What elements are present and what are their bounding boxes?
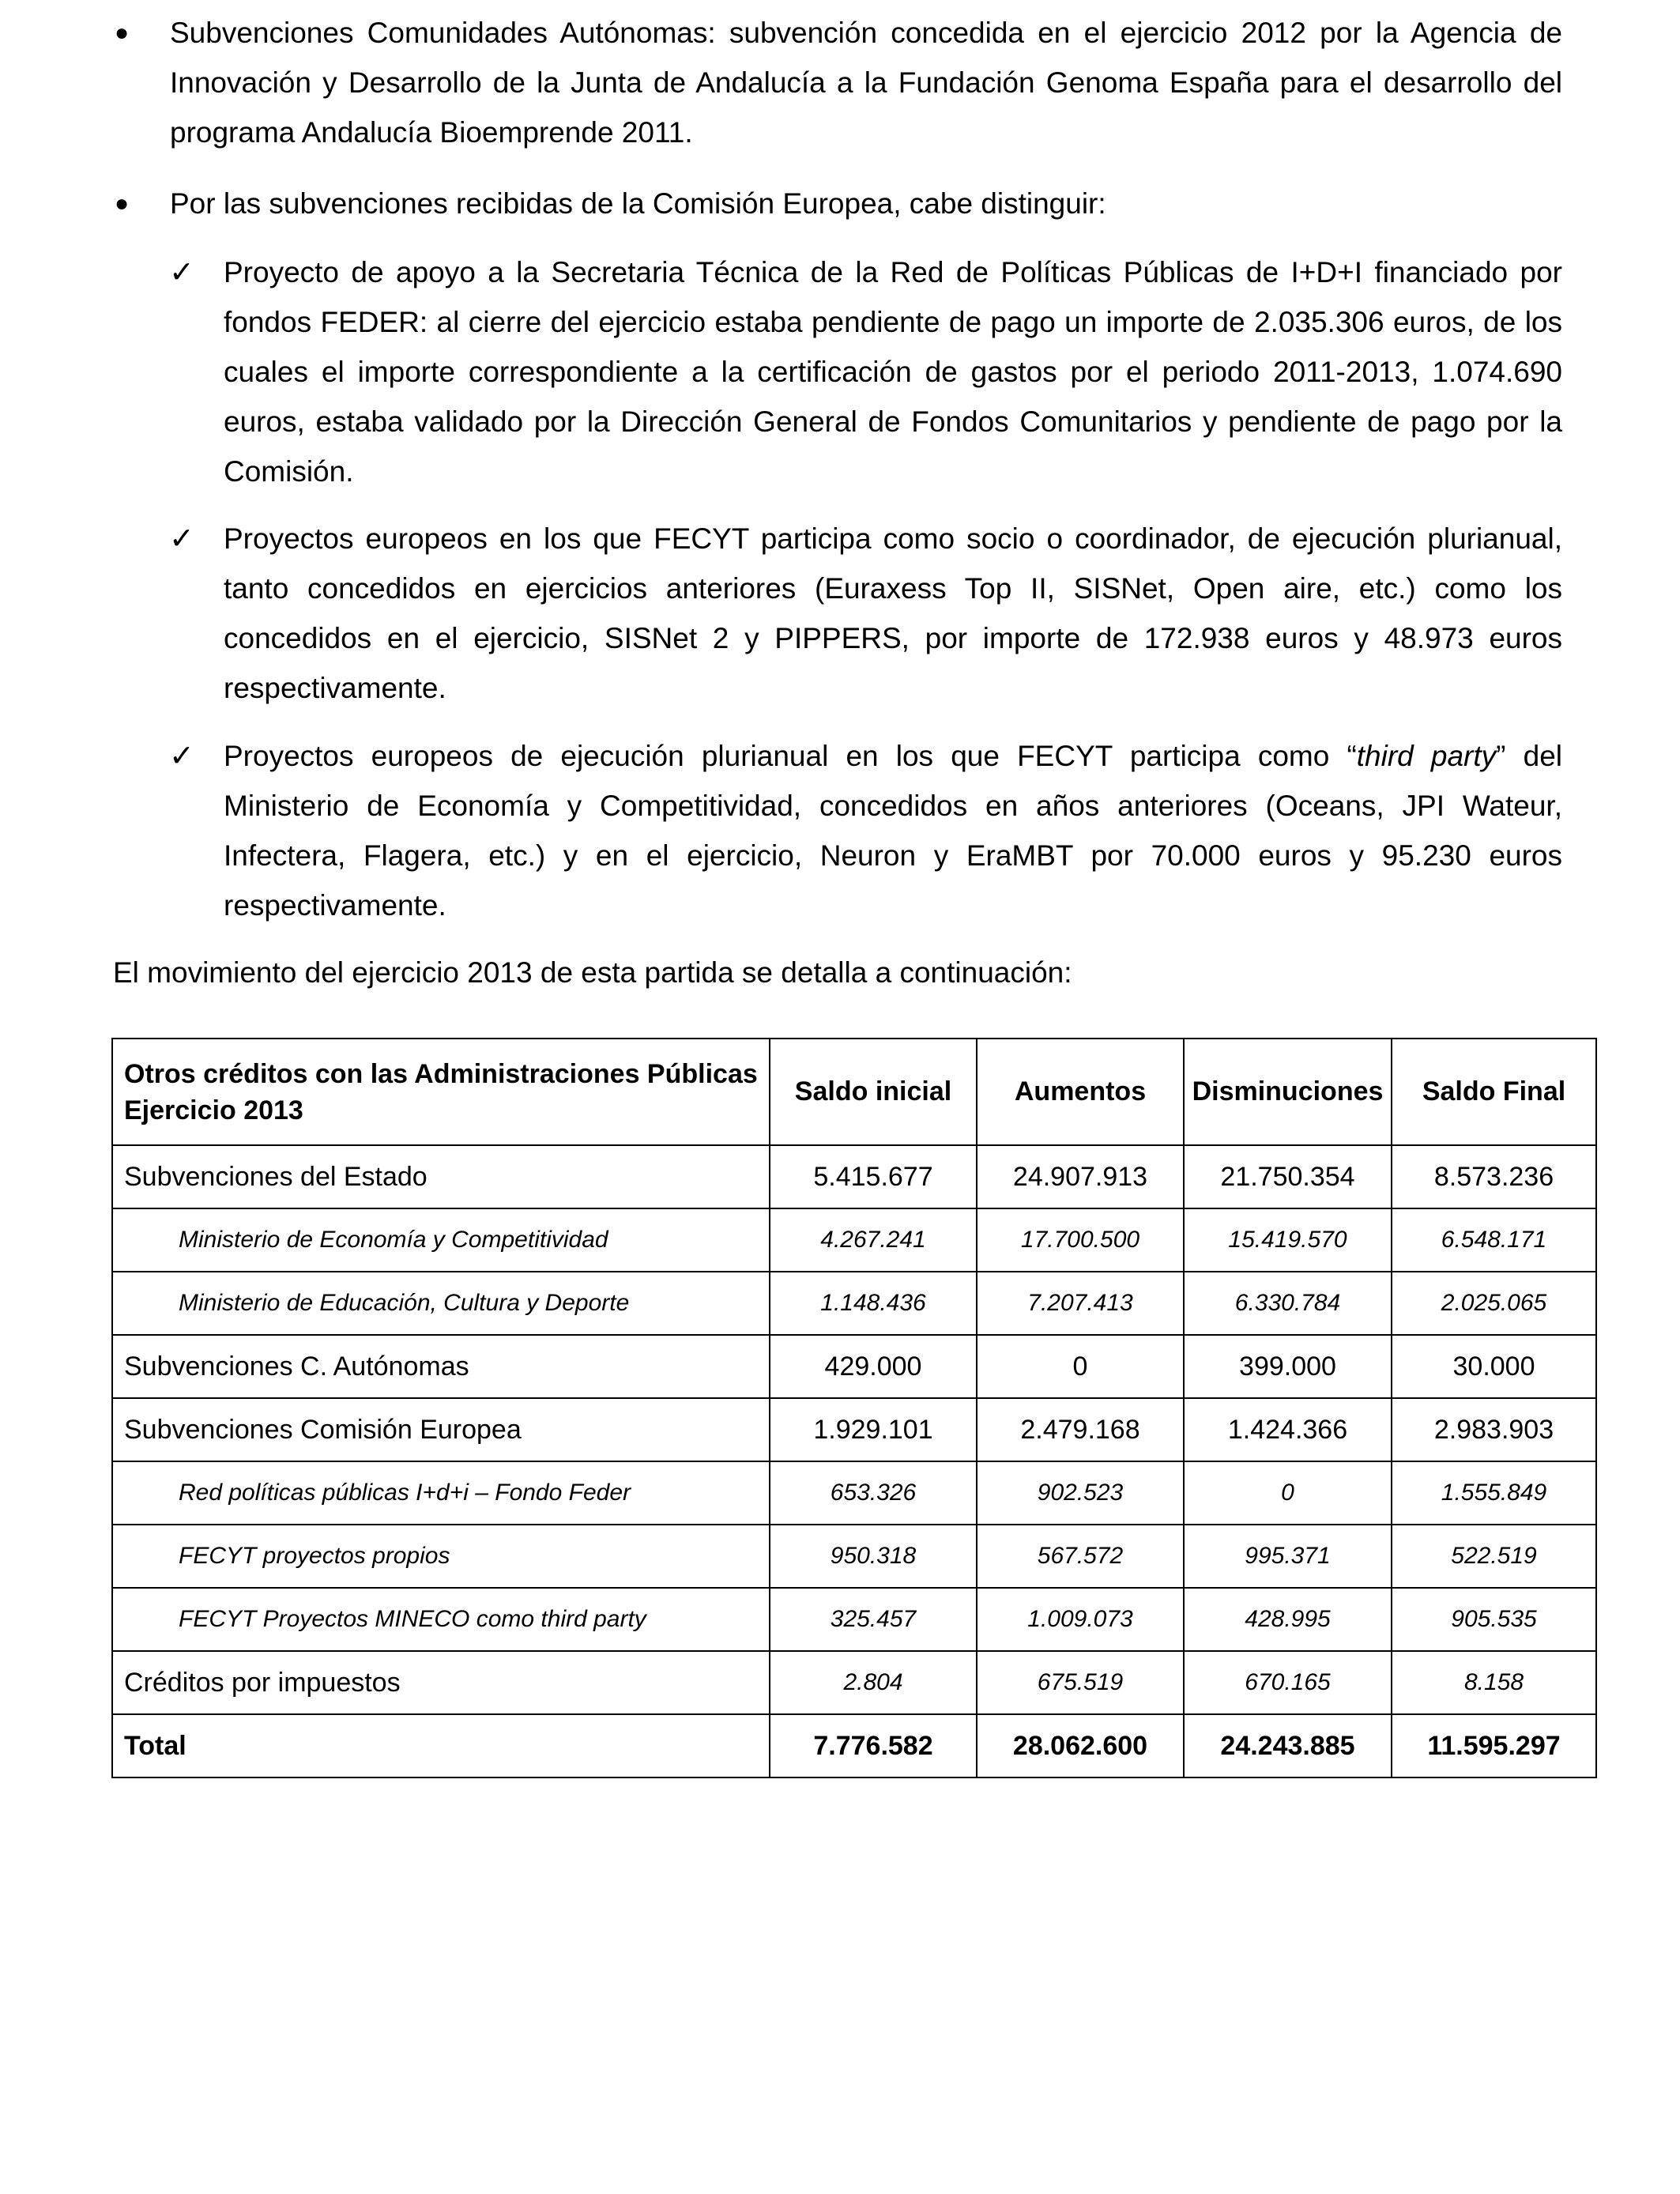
cell-disminuciones: 21.750.354 <box>1184 1145 1392 1208</box>
table-header-row <box>112 1039 1596 1145</box>
cell-disminuciones: 1.424.366 <box>1184 1398 1392 1461</box>
credits-table <box>111 1038 1597 1778</box>
row-label: Subvenciones del Estado <box>112 1145 770 1208</box>
table-title-line-1: Otros créditos con las Administraciones Públicas <box>124 1058 758 1089</box>
row-label: Subvenciones C. Autónomas <box>112 1335 770 1398</box>
checkmark-icon: ✓ <box>169 738 194 773</box>
cell-disminuciones: 995.371 <box>1184 1525 1392 1588</box>
cell-aumentos: 675.519 <box>977 1651 1184 1714</box>
cell-saldo-inicial: 429.000 <box>770 1335 977 1398</box>
table-row <box>112 1461 1596 1525</box>
cell-saldo-final: 8.573.236 <box>1392 1145 1596 1208</box>
cell-aumentos: 2.479.168 <box>977 1398 1184 1461</box>
cell-saldo-inicial: 5.415.677 <box>770 1145 977 1208</box>
cell-disminuciones: 6.330.784 <box>1184 1272 1392 1335</box>
cell-disminuciones: 670.165 <box>1184 1651 1392 1714</box>
check-paragraph-3 <box>224 731 1562 930</box>
cell-saldo-final: 2.025.065 <box>1392 1272 1596 1335</box>
column-header-saldo-inicial: Saldo inicial <box>770 1039 977 1145</box>
bullet-dot-icon: ● <box>115 190 130 217</box>
checkmark-icon: ✓ <box>169 254 194 289</box>
table-row <box>112 1398 1596 1461</box>
column-header-disminuciones: Disminuciones <box>1184 1039 1392 1145</box>
cell-aumentos: 17.700.500 <box>977 1208 1184 1272</box>
table-row <box>112 1208 1596 1272</box>
cell-saldo-inicial: 1.929.101 <box>770 1398 977 1461</box>
cell-saldo-final: 522.519 <box>1392 1525 1596 1588</box>
row-label: Ministerio de Educación, Cultura y Deporte <box>112 1272 770 1335</box>
cell-aumentos: 24.907.913 <box>977 1145 1184 1208</box>
total-saldo-inicial: 7.776.582 <box>770 1714 977 1777</box>
check-paragraph-3-end: ” del Ministerio de Economía y Competitividad, concedidos en años anteriores (Oceans, JPI Wateur, Infectera, Flagera, etc.) y en el ejercicio, Neuron y EraMBT por 70.000 euros y 95.230 euros respectivamente. <box>224 740 1562 922</box>
cell-disminuciones: 15.419.570 <box>1184 1208 1392 1272</box>
cell-saldo-final: 30.000 <box>1392 1335 1596 1398</box>
row-label: Créditos por impuestos <box>112 1651 770 1714</box>
cell-saldo-final: 6.548.171 <box>1392 1208 1596 1272</box>
cell-saldo-final: 8.158 <box>1392 1651 1596 1714</box>
cell-saldo-inicial: 4.267.241 <box>770 1208 977 1272</box>
row-label: Red políticas públicas I+d+i – Fondo Feder <box>112 1461 770 1525</box>
cell-saldo-inicial: 653.326 <box>770 1461 977 1525</box>
cell-disminuciones: 0 <box>1184 1461 1392 1525</box>
cell-disminuciones: 428.995 <box>1184 1588 1392 1651</box>
row-label: Subvenciones Comisión Europea <box>112 1398 770 1461</box>
table-title-line-2: Ejercicio 2013 <box>124 1095 303 1125</box>
cell-aumentos: 0 <box>977 1335 1184 1398</box>
cell-aumentos: 1.009.073 <box>977 1588 1184 1651</box>
table-title-cell <box>112 1039 770 1145</box>
cell-aumentos: 567.572 <box>977 1525 1184 1588</box>
bullet-paragraph-2: Por las subvenciones recibidas de la Comisión Europea, cabe distinguir: <box>170 187 1106 220</box>
total-saldo-final: 11.595.297 <box>1392 1714 1596 1777</box>
cell-aumentos: 902.523 <box>977 1461 1184 1525</box>
table-row <box>112 1588 1596 1651</box>
check-paragraph-1: Proyecto de apoyo a la Secretaria Técnica de la Red de Políticas Públicas de I+D+I financiado por fondos FEDER: al cierre del ejercicio estaba pendiente de pago un importe de 2.035.306 euros, de los cuales el importe correspondiente a la certificación de gastos por el periodo 2011-2013, 1.074.690 euros, estaba validado por la Dirección General de Fondos Comunitarios y pendiente de pago por la Comisión. <box>224 256 1562 488</box>
row-label: FECYT Proyectos MINECO como third party <box>112 1588 770 1651</box>
cell-saldo-inicial: 1.148.436 <box>770 1272 977 1335</box>
column-header-aumentos: Aumentos <box>977 1039 1184 1145</box>
cell-aumentos: 7.207.413 <box>977 1272 1184 1335</box>
third-party-term: third party <box>1356 740 1497 772</box>
table-row <box>112 1335 1596 1398</box>
total-disminuciones: 24.243.885 <box>1184 1714 1392 1777</box>
bullet-paragraph-1: Subvenciones Comunidades Autónomas: subvención concedida en el ejercicio 2012 por la Agencia de Innovación y Desarrollo de la Junta de Andalucía a la Fundación Genoma España para el desarrollo del programa Andalucía Bioemprende 2011. <box>170 17 1562 149</box>
checkmark-icon: ✓ <box>169 521 194 556</box>
table-row <box>112 1651 1596 1714</box>
cell-saldo-final: 905.535 <box>1392 1588 1596 1651</box>
table-total-row <box>112 1714 1596 1777</box>
table-row <box>112 1272 1596 1335</box>
row-label: Ministerio de Economía y Competitividad <box>112 1208 770 1272</box>
cell-saldo-final: 2.983.903 <box>1392 1398 1596 1461</box>
check-paragraph-2: Proyectos europeos en los que FECYT participa como socio o coordinador, de ejecución plurianual, tanto concedidos en ejercicios anteriores (Euraxess Top II, SISNet, Open aire, etc.) como los concedidos en el ejercicio, SISNet 2 y PIPPERS, por importe de 172.938 euros y 48.973 euros respectivamente. <box>224 522 1562 704</box>
cell-saldo-inicial: 325.457 <box>770 1588 977 1651</box>
row-label: FECYT proyectos propios <box>112 1525 770 1588</box>
cell-saldo-inicial: 950.318 <box>770 1525 977 1588</box>
table-intro: El movimiento del ejercicio 2013 de esta partida se detalla a continuación: <box>113 956 1072 989</box>
cell-disminuciones: 399.000 <box>1184 1335 1392 1398</box>
column-header-saldo-final: Saldo Final <box>1392 1039 1596 1145</box>
table-row <box>112 1525 1596 1588</box>
cell-saldo-inicial: 2.804 <box>770 1651 977 1714</box>
bullet-dot-icon: ● <box>115 20 130 46</box>
total-label: Total <box>112 1714 770 1777</box>
table-row <box>112 1145 1596 1208</box>
check-paragraph-3-start: Proyectos europeos de ejecución plurianual en los que FECYT participa como “ <box>224 740 1357 772</box>
cell-saldo-final: 1.555.849 <box>1392 1461 1596 1525</box>
total-aumentos: 28.062.600 <box>977 1714 1184 1777</box>
